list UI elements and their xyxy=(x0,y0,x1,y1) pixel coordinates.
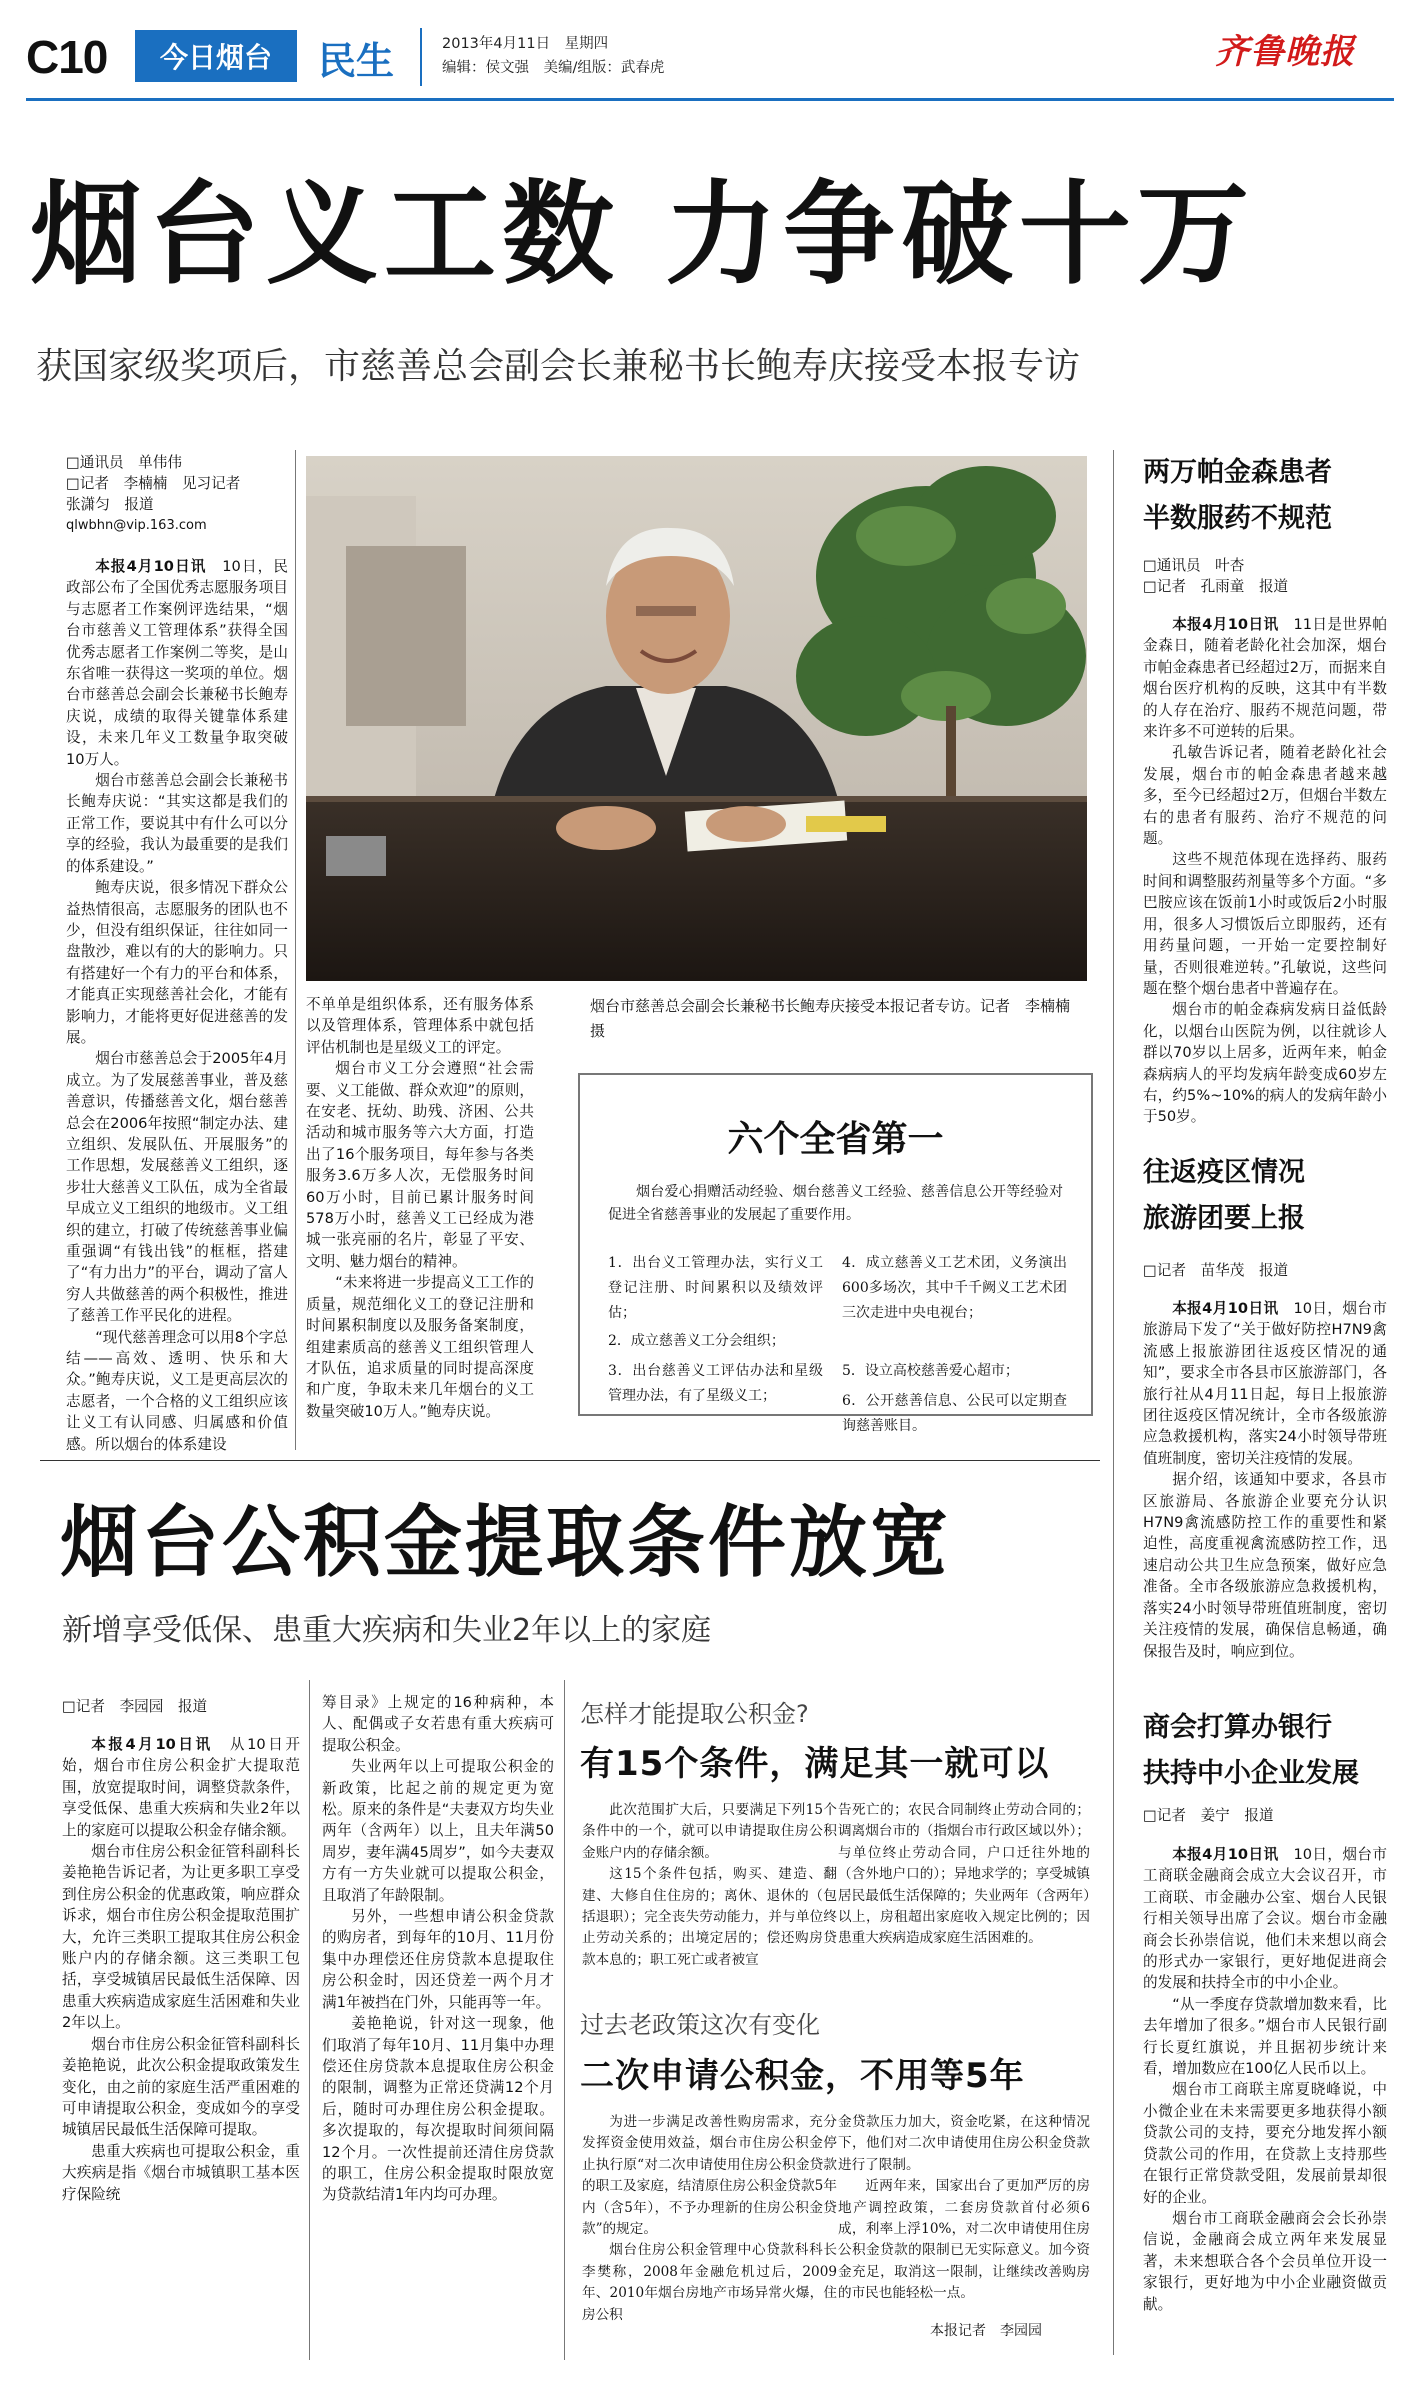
sidebar-story-1-body xyxy=(1143,614,1387,1128)
paragraph xyxy=(322,1756,554,1906)
paragraph xyxy=(1143,1994,1387,2080)
dateline: 本报4月10日讯 xyxy=(91,1736,230,1753)
second-story-column-1 xyxy=(62,1734,300,2205)
paragraph-text: 从10日开始，烟台市住房公积金扩大提取范围，放宽提取时间，调整贷款条件，享受低保、患重大疾病和失业2年以上的家庭可以提取公积金存储余额。 xyxy=(62,1736,300,1839)
paragraph-text: 另外，一些想申请公积金贷款的购房者，到每年的10月、11月份集中办理偿还住房贷款本息提取住房公积金时，因还贷差一两个月才满1年被挡在门外，只能再等一年。 xyxy=(322,1908,554,2011)
paragraph xyxy=(838,2112,1090,2176)
title-line: 扶持中小企业发展 xyxy=(1143,1758,1359,1789)
q2-heading: 二次申请公积金，不用等5年 xyxy=(580,2056,1025,2096)
byline-line: □记者 姜宁 报道 xyxy=(1143,1807,1274,1824)
sidebar-story-1-byline xyxy=(1143,555,1393,597)
main-story-column-2 xyxy=(306,994,534,1422)
paragraph-text: 烟台住房公积金管理中心贷款科科长李樊称，2008年金融危机过后，2009年、2010年烟台房地产市场异常火爆，住房公积 xyxy=(582,2242,837,2323)
q1-column-2 xyxy=(838,1800,1090,1950)
second-story-column-2 xyxy=(322,1692,554,2206)
paragraph-text: 10日，烟台市工商联金融商会成立大会议召开，市工商联、市金融办公室、烟台人民银行相关领导出席了会议。烟台市金融商会长孙崇信说，他们未来想以商会的形式办一家银行，更好地促进商会的发展和扶持全市的中小企业。 xyxy=(1143,1846,1387,1992)
paragraph-text: 患重大疾病也可提取公积金，重大疾病是指《烟台市城镇职工基本医疗保险统 xyxy=(62,2142,300,2203)
q2-column-2 xyxy=(838,2112,1090,2305)
byline-line: □通讯员 叶杏 xyxy=(1143,557,1245,574)
title-line: 半数服药不规范 xyxy=(1143,503,1332,534)
paragraph-text: 11日是世界帕金森日，随着老龄化社会加深，烟台市帕金森患者已经超过2万，而据来自烟台医疗机构的反映，这其中有半数的人存在治疗、服药不规范问题，带来许多不可逆转的后果。 xyxy=(1143,616,1387,741)
paragraph-text: 鲍寿庆说，很多情况下群众公益热情很高，志愿服务的团队也不少，但没有组织保证，往往如同一盘散沙，难以有的大的影响力。只有搭建好一个有力的平台和体系，才能真正实现慈善社会化，才能有影响力，才能将更好促进慈善的发展。 xyxy=(66,879,288,1046)
second-headline: 烟台公积金提取条件放宽 xyxy=(60,1498,952,1588)
paragraph xyxy=(66,1048,288,1326)
paragraph xyxy=(62,2034,300,2141)
dateline: 本报4月10日讯 xyxy=(1172,1300,1294,1317)
paragraph xyxy=(1143,1298,1387,1469)
paragraph xyxy=(322,1906,554,2013)
paragraph-text: 烟台市工商联主席夏晓峰说，中小微企业在未来需要更多地获得小额贷款公司的支持，要充分地发挥小额贷款公司的作用，在贷款上支持那些在银行正常贷款受阻，发展前景却很好的企业。 xyxy=(1143,2081,1387,2206)
paragraph-text: 不单单是组织体系，还有服务体系以及管理体系，管理体系中就包括评估机制也是星级义工的评定。 xyxy=(306,996,534,1056)
sidebar-story-1-title xyxy=(1143,450,1332,542)
page-number: C10 xyxy=(26,31,108,83)
paragraph xyxy=(1143,1844,1387,1994)
photo-caption: 烟台市慈善总会副会长兼秘书长鲍寿庆接受本报记者专访。记者 李楠楠 摄 xyxy=(590,997,1086,1040)
paragraph xyxy=(582,1864,837,1971)
header-info xyxy=(442,32,664,80)
paragraph xyxy=(66,770,288,877)
paragraph-text: 金贷款压力加大，资金吃紧，在这种情况下，他们对二次申请使用住房公积金贷款进行了限制。 xyxy=(838,2114,1090,2173)
editor-credits: 编辑：侯文强 美编/组版：武春虎 xyxy=(442,60,665,76)
box-title: 六个全省第一 xyxy=(727,1119,944,1160)
dateline: 本报4月10日讯 xyxy=(1172,616,1294,633)
paragraph-text: 烟台市慈善总会于2005年4月成立。为了发展慈善事业，普及慈善意识，传播慈善文化，烟台慈善总会在2006年按照“制定办法、建立组织、发展队伍、开展服务”的工作思想，发展慈善义工组织，逐步壮大慈善义工队伍，成为全省最早成立义工组织的地级市。义工组织的建立，打破了传统慈善事业偏重强调“有钱出钱”的框框，搭建了“有力出力”的平台，调动了富人穷人共做慈善的两个积极性，推进了慈善工作平民化的进程。 xyxy=(66,1050,288,1325)
paragraph xyxy=(1143,2208,1387,2315)
title-line: 旅游团要上报 xyxy=(1143,1203,1305,1234)
second-byline: □记者 李园园 报道 xyxy=(62,1698,208,1715)
byline-line: □记者 孔雨童 报道 xyxy=(1143,578,1289,595)
paragraph-text: “现代慈善理念可以用8个字总结——高效、透明、快乐和大众。”鲍寿庆说，义工是更高层次的志愿者，一个合格的义工组织应该让义工有认同感、归属感和价值感。所以烟台的体系建设 xyxy=(66,1328,288,1453)
sidebar-story-2-byline xyxy=(1143,1260,1393,1281)
paragraph xyxy=(1143,742,1387,849)
paragraph-text: 失业两年以上可提取公积金的新政策，比起之前的规定更为宽松。原来的条件是“夫妻双方均失业两年（含两年）以上，且夫年满50周岁，妻年满45周岁”，如今夫妻双方有一方失业就可以提取公积金，且取消了年龄限制。 xyxy=(322,1758,554,1904)
column-divider xyxy=(309,1680,310,2360)
q2-kicker: 过去老政策这次有变化 xyxy=(580,2011,820,2039)
paragraph xyxy=(62,1841,300,2034)
paragraph xyxy=(306,1272,534,1422)
paragraph-text: 烟台市住房公积金征管科副科长姜艳艳说，此次公积金提取政策发生变化，由之前的家庭生活严重困难的可申请提取公积金，变成如今的享受城镇居民最低生活保障可提取。 xyxy=(62,2035,300,2139)
q2-column-1 xyxy=(582,2112,837,2326)
paragraph-text: 烟台市工商联金融商会会长孙崇信说，金融商会成立两年来发展显著，未来想联合各个会员单位开设一家银行，更好地为中小企业融资做贡献。 xyxy=(1143,2209,1387,2313)
column-name: 民生 xyxy=(318,39,395,83)
paragraph-text: 据介绍，该通知中要求，各县市区旅游局、各旅游企业要充分认识H7N9禽流感防控工作的重要性和紧迫性，高度重视禽流感防控工作，迅速启动公共卫生应急预案，做好应急准备。全市各级旅游应急救援机构，落实24小时领导带班值班制度，密切关注疫情的发展，确保信息畅通，确保报告及时，响应到位。 xyxy=(1143,1471,1387,1660)
byline-line: □记者 李楠楠 见习记者 xyxy=(66,475,241,492)
paragraph-text: 此次范围扩大后，只要满足下列15个条件中的一个，就可以申请提取住房公积金账户内的存储余额。 xyxy=(582,1802,837,1861)
box-intro: 烟台爱心捐赠活动经验、烟台慈善义工经验、慈善信息公开等经验对促进全省慈善事业的发展起了重要作用。 xyxy=(608,1184,1063,1223)
byline-line: □通讯员 单伟伟 xyxy=(66,454,182,471)
interview-photo xyxy=(306,456,1087,981)
box-item: 3．出台慈善义工评估办法和星级管理办法，有了星级义工； xyxy=(608,1363,823,1404)
main-byline xyxy=(66,452,286,536)
main-subheadline: 获国家级奖项后，市慈善总会副会长兼秘书长鲍寿庆接受本报专访 xyxy=(36,346,1081,387)
column-divider xyxy=(564,1680,565,2360)
paragraph xyxy=(582,2240,837,2326)
column-divider xyxy=(295,450,296,1450)
paragraph-text: 筹目录》上规定的16种病种，本人、配偶或子女若患有重大疾病可提取公积金。 xyxy=(322,1694,554,1754)
photo-illustration xyxy=(306,456,1087,981)
dateline: 本报4月10日讯 xyxy=(1172,1846,1294,1863)
paragraph-text: 烟台市义工分会遵照“社会需要、义工能做、群众欢迎”的原则，在安老、抚幼、助残、济困、公共活动和城市服务等六大方面，打造出了16个服务项目，每年参与各类服务3.6万多人次，无偿服务时间60万小时，目前已累计服务时间578万小时，慈善义工已经成为港城一张亮丽的名片，彰显了平安、文明、魅力烟台的精神。 xyxy=(306,1060,534,1270)
paragraph-text: “未来将进一步提高义工工作的质量，规范细化义工的登记注册和时间累积制度以及服务备案制度，组建素质高的慈善义工组织管理人才队伍，追求质量的同时提高深度和广度，争取未来几年烟台的义工数量突破10万人。”鲍寿庆说。 xyxy=(306,1274,534,1420)
paragraph-text: 这15个条件包括，购买、建造、翻建、大修自住住房的；离休、退休的（包括退职）；完全丧失劳动能力，并与单位终止劳动关系的；出境定居的；偿还购房贷款本息的；职工死亡或者被宣 xyxy=(582,1866,837,1968)
title-line: 两万帕金森患者 xyxy=(1143,457,1332,488)
box-item: 1．出台义工管理办法，实行义工登记注册、时间累积以及绩效评估； xyxy=(608,1255,823,1321)
paragraph xyxy=(62,1734,300,1841)
q1-heading: 有15个条件，满足其一就可以 xyxy=(580,1744,1050,1784)
paragraph xyxy=(306,994,534,1058)
paragraph xyxy=(66,877,288,1048)
paragraph-text: 这些不规范体现在选择药、服药时间和调整服药剂量等多个方面。“多巴胺应该在饭前1小时或饭后2小时服用，很多人习惯饭后立即服药，还有用药量问题，一开始一定要控制好量，否则很难逆转。”孔敏说，这些问题在整个烟台患者中普遍存在。 xyxy=(1143,851,1387,997)
paragraph-text: 告死亡的；农民合同制终止劳动合同的；调离烟台市的（指烟台市行政区域以外）；与单位终止劳动合同，户口迁往外地的（含外地户口的）；异地求学的；享受城镇居民最低生活保障的；失业两年（含两年）以上，房租超出家庭收入规定比例的；因患重大疾病造成家庭生活困难的。 xyxy=(838,1802,1090,1947)
box-item: 4．成立慈善义工艺术团，义务演出600多场次，其中千千阙义工艺术团三次走进中央电视台； xyxy=(842,1255,1067,1321)
sidebar-story-3-title xyxy=(1143,1705,1359,1797)
sidebar-story-2-body xyxy=(1143,1298,1387,1662)
paragraph xyxy=(62,2141,300,2205)
sidebar-story-2-title xyxy=(1143,1150,1305,1242)
paragraph xyxy=(66,556,288,770)
byline-email: qlwbhn@vip.163.com xyxy=(66,518,207,533)
paragraph xyxy=(1143,1469,1387,1662)
paragraph xyxy=(582,1800,837,1864)
paragraph-text: 近两年来，国家出台了更加严厉的房地产调控政策，二套房贷款首付必须6成，利率上浮10%，对二次申请使用住房公积金贷款的限制已无实际意义。加今资金充足，取消这一限制，让继续改善购房的市民也能轻松一点。 xyxy=(838,2178,1090,2302)
paragraph-text: 烟台市慈善总会副会长兼秘书长鲍寿庆说：“其实这都是我们的正常工作，要说其中有什么可以分享的经验，我认为最重要的是我们的体系建设。” xyxy=(66,772,288,875)
paragraph-text: 姜艳艳说，针对这一现象，他们取消了每年10月、11月集中办理偿还住房贷款本息提取住房公积金的限制，调整为正常还贷满12个月后，随时可办理住房公积金提取。多次提取的，每次提取时间须间隔12个月。一次性提前还清住房贷款的职工，住房公积金提取时限放宽为贷款结清1年内均可办理。 xyxy=(322,2015,554,2204)
byline-line: 张潇匀 报道 xyxy=(66,496,154,513)
sidebar-story-3-body xyxy=(1143,1844,1387,2315)
paragraph xyxy=(838,2176,1090,2304)
issue-date: 2013年4月11日 星期四 xyxy=(442,36,609,52)
title-line: 往返疫区情况 xyxy=(1143,1157,1305,1188)
box-item: 2．成立慈善义工分会组织； xyxy=(608,1333,785,1349)
paragraph xyxy=(66,1327,288,1455)
paragraph-text: 烟台市住房公积金征管科副科长姜艳艳告诉记者，为让更多职工享受到住房公积金的优惠政策，响应群众诉求，烟台市住房公积金提取范围扩大，允许三类职工提取其住房公积金账户内的存储余额。这三类职工包括，享受城镇居民最低生活保障、因患重大疾病造成家庭生活困难和失业2年以上。 xyxy=(62,1843,300,2032)
box-item: 5．设立高校慈善爱心超市； xyxy=(842,1363,1019,1379)
paragraph-text: 烟台市的帕金森病发病日益低龄化，以烟台山医院为例，以往就诊人群以70岁以上居多，近两年来，帕金森病病人的平均发病年龄变成60岁左右，约5%~10%的病人的发病年龄小于50岁。 xyxy=(1143,1001,1387,1126)
main-story-column-1 xyxy=(66,556,288,1455)
paragraph xyxy=(1143,849,1387,999)
highlight-box xyxy=(578,1073,1093,1434)
header-rule xyxy=(26,98,1394,101)
byline-line: □记者 苗华茂 报道 xyxy=(1143,1262,1289,1279)
paragraph xyxy=(1143,614,1387,742)
box-item: 6．公开慈善信息、公民可以定期查询慈善账目。 xyxy=(842,1393,1067,1434)
section-badge: 今日烟台 xyxy=(135,30,297,82)
paragraph-text: “从一季度存贷款增加数来看，比去年增加了很多。”烟台市人民银行副行长夏红旗说，并且据初步统计来看，增加数应在100亿人民币以上。 xyxy=(1143,1995,1387,2078)
paragraph-text: 为进一步满足改善性购房需求，充分发挥资金使用效益，烟台市住房公积金停止执行原“对二次申请使用住房公积金贷款的职工及家庭，结清原住房公积金贷款5年内（含5年），不予办理新的住房公积金贷款”的规定。 xyxy=(582,2114,837,2238)
title-line: 商会打算办银行 xyxy=(1143,1712,1332,1743)
paragraph xyxy=(322,2013,554,2206)
second-signoff: 本报记者 李园园 xyxy=(930,2323,1042,2339)
paragraph xyxy=(838,1800,1090,1950)
column-divider xyxy=(1113,450,1114,2355)
paragraph xyxy=(582,2112,837,2240)
header-divider xyxy=(420,28,422,86)
paragraph xyxy=(306,1058,534,1272)
dateline: 本报4月10日讯 xyxy=(95,558,223,575)
second-subheadline: 新增享受低保、患重大疾病和失业2年以上的家庭 xyxy=(62,1613,712,1648)
q1-kicker: 怎样才能提取公积金? xyxy=(580,1700,809,1728)
paragraph xyxy=(322,1692,554,1756)
story-separator xyxy=(40,1460,1100,1461)
paragraph xyxy=(1143,2079,1387,2207)
sidebar-story-3-byline xyxy=(1143,1805,1393,1826)
q1-column-1 xyxy=(582,1800,837,1971)
paragraph xyxy=(1143,999,1387,1127)
paragraph-text: 10日，烟台市旅游局下发了“关于做好防控H7N9禽流感上报旅游团往返疫区情况的通知”，要求全市各县市区旅游部门，各旅行社从4月11日起，每日上报旅游团往返疫区情况统计，全市各级旅游应急救援机构，落实24小时领导带班值班制度，密切关注疫情的发展。 xyxy=(1143,1300,1387,1467)
main-headline: 烟台义工数 力争破十万 xyxy=(30,170,1255,300)
masthead-logo: 齐鲁晚报 xyxy=(1215,32,1355,72)
paragraph-text: 孔敏告诉记者，随着老龄化社会发展，烟台市的帕金森患者越来越多，至今已经超过2万，但烟台半数左右的患者有服药、治疗不规范的问题。 xyxy=(1143,744,1387,848)
paragraph-text: 10日，民政部公布了全国优秀志愿服务项目与志愿者工作案例评选结果，“烟台市慈善义工管理体系”获得全国优秀志愿者工作案例二等奖，是山东省唯一获得这一奖项的单位。烟台市慈善总会副会长兼秘书长鲍寿庆说，成绩的取得关键靠体系建设，未来几年义工数量争取突破10万人。 xyxy=(66,558,288,768)
